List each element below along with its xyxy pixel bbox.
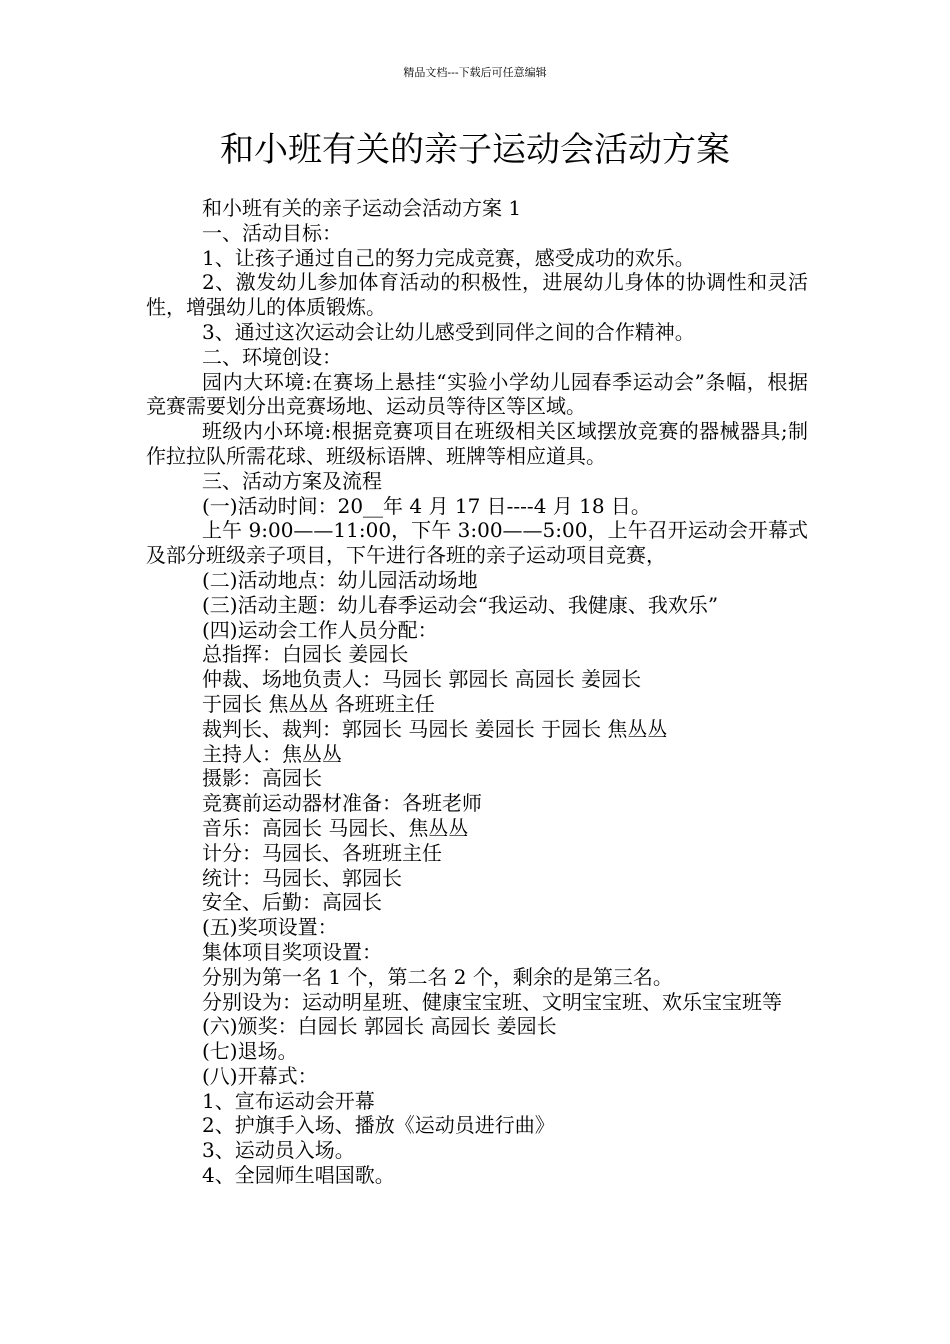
paragraph: 分别设为：运动明星班、健康宝宝班、文明宝宝班、欢乐宝宝班等 xyxy=(202,989,782,1014)
paragraph: 4、全园师生唱国歌。 xyxy=(202,1163,395,1188)
paragraph: (七)退场。 xyxy=(202,1039,298,1064)
paragraph: (三)活动主题：幼儿春季运动会“我运动、我健康、我欢乐” xyxy=(202,592,719,617)
paragraph: 3、通过这次运动会让幼儿感受到同伴之间的合作精神。 xyxy=(202,319,695,344)
paragraph: 和小班有关的亲子运动会活动方案 1 xyxy=(202,196,522,220)
document-title: 和小班有关的亲子运动会活动方案 xyxy=(220,130,730,170)
paragraph: 三、活动方案及流程 xyxy=(202,468,382,493)
paragraph: 裁判长、裁判：郭园长 马园长 姜园长 于园长 焦丛丛 xyxy=(202,716,668,741)
paragraph: 1、宣布运动会开幕 xyxy=(202,1088,375,1113)
paragraph: 3、运动员入场。 xyxy=(202,1138,355,1163)
paragraph: 分别为第一名 1 个，第二名 2 个，剩余的是第三名。 xyxy=(202,964,673,989)
paragraph: 音乐：高园长 马园长、焦丛丛 xyxy=(202,815,469,840)
paragraph: 2、护旗手入场、播放《运动员进行曲》 xyxy=(202,1113,555,1138)
document-body xyxy=(146,196,808,1188)
paragraph: 安全、后勤：高园长 xyxy=(202,890,382,915)
paragraph: 二、环境创设： xyxy=(202,344,342,369)
paragraph: (二)活动地点：幼儿园活动场地 xyxy=(202,567,478,592)
paragraph: 上午 9:00——11:00，下午 3:00——5:00，上午召开运动会开幕式及部分班级亲子项目，下午进行各班的亲子运动项目竞赛， xyxy=(146,518,808,568)
paragraph: 竞赛前运动器材准备：各班老师 xyxy=(202,791,482,816)
paragraph: 1、让孩子通过自己的努力完成竞赛，感受成功的欢乐。 xyxy=(202,245,695,270)
paragraph: 集体项目奖项设置： xyxy=(202,939,382,964)
paragraph: 主持人：焦丛丛 xyxy=(202,741,342,766)
paragraph: 2、激发幼儿参加体育活动的积极性，进展幼儿身体的协调性和灵活性，增强幼儿的体质锻炼。 xyxy=(146,270,808,320)
paragraph: 一、活动目标： xyxy=(202,220,342,245)
paragraph: 摄影：高园长 xyxy=(202,766,322,791)
paragraph: 仲裁、场地负责人：马园长 郭园长 高园长 姜园长 xyxy=(202,667,642,692)
header-note: 精品文档---下载后可任意编辑 xyxy=(403,66,547,79)
paragraph: (六)颁奖：白园长 郭园长 高园长 姜园长 xyxy=(202,1014,557,1039)
paragraph: (一)活动时间：20__年 4 月 17 日----4 月 18 日。 xyxy=(202,493,651,518)
paragraph: 计分：马园长、各班班主任 xyxy=(202,840,442,865)
paragraph: (四)运动会工作人员分配： xyxy=(202,617,438,642)
paragraph: (八)开幕式： xyxy=(202,1063,318,1088)
paragraph: 班级内小环境:根据竞赛项目在班级相关区域摆放竞赛的器械器具;制作拉拉队所需花球、班级标语牌、班牌等相应道具。 xyxy=(146,419,808,468)
paragraph: (五)奖项设置： xyxy=(202,915,338,940)
paragraph: 园内大环境:在赛场上悬挂“实验小学幼儿园春季运动会”条幅，根据竞赛需要划分出竞赛场地、运动员等待区等区域。 xyxy=(146,369,808,419)
paragraph: 于园长 焦丛丛 各班班主任 xyxy=(202,691,435,716)
paragraph: 统计：马园长、郭园长 xyxy=(202,865,402,890)
paragraph: 总指挥：白园长 姜园长 xyxy=(202,642,409,667)
